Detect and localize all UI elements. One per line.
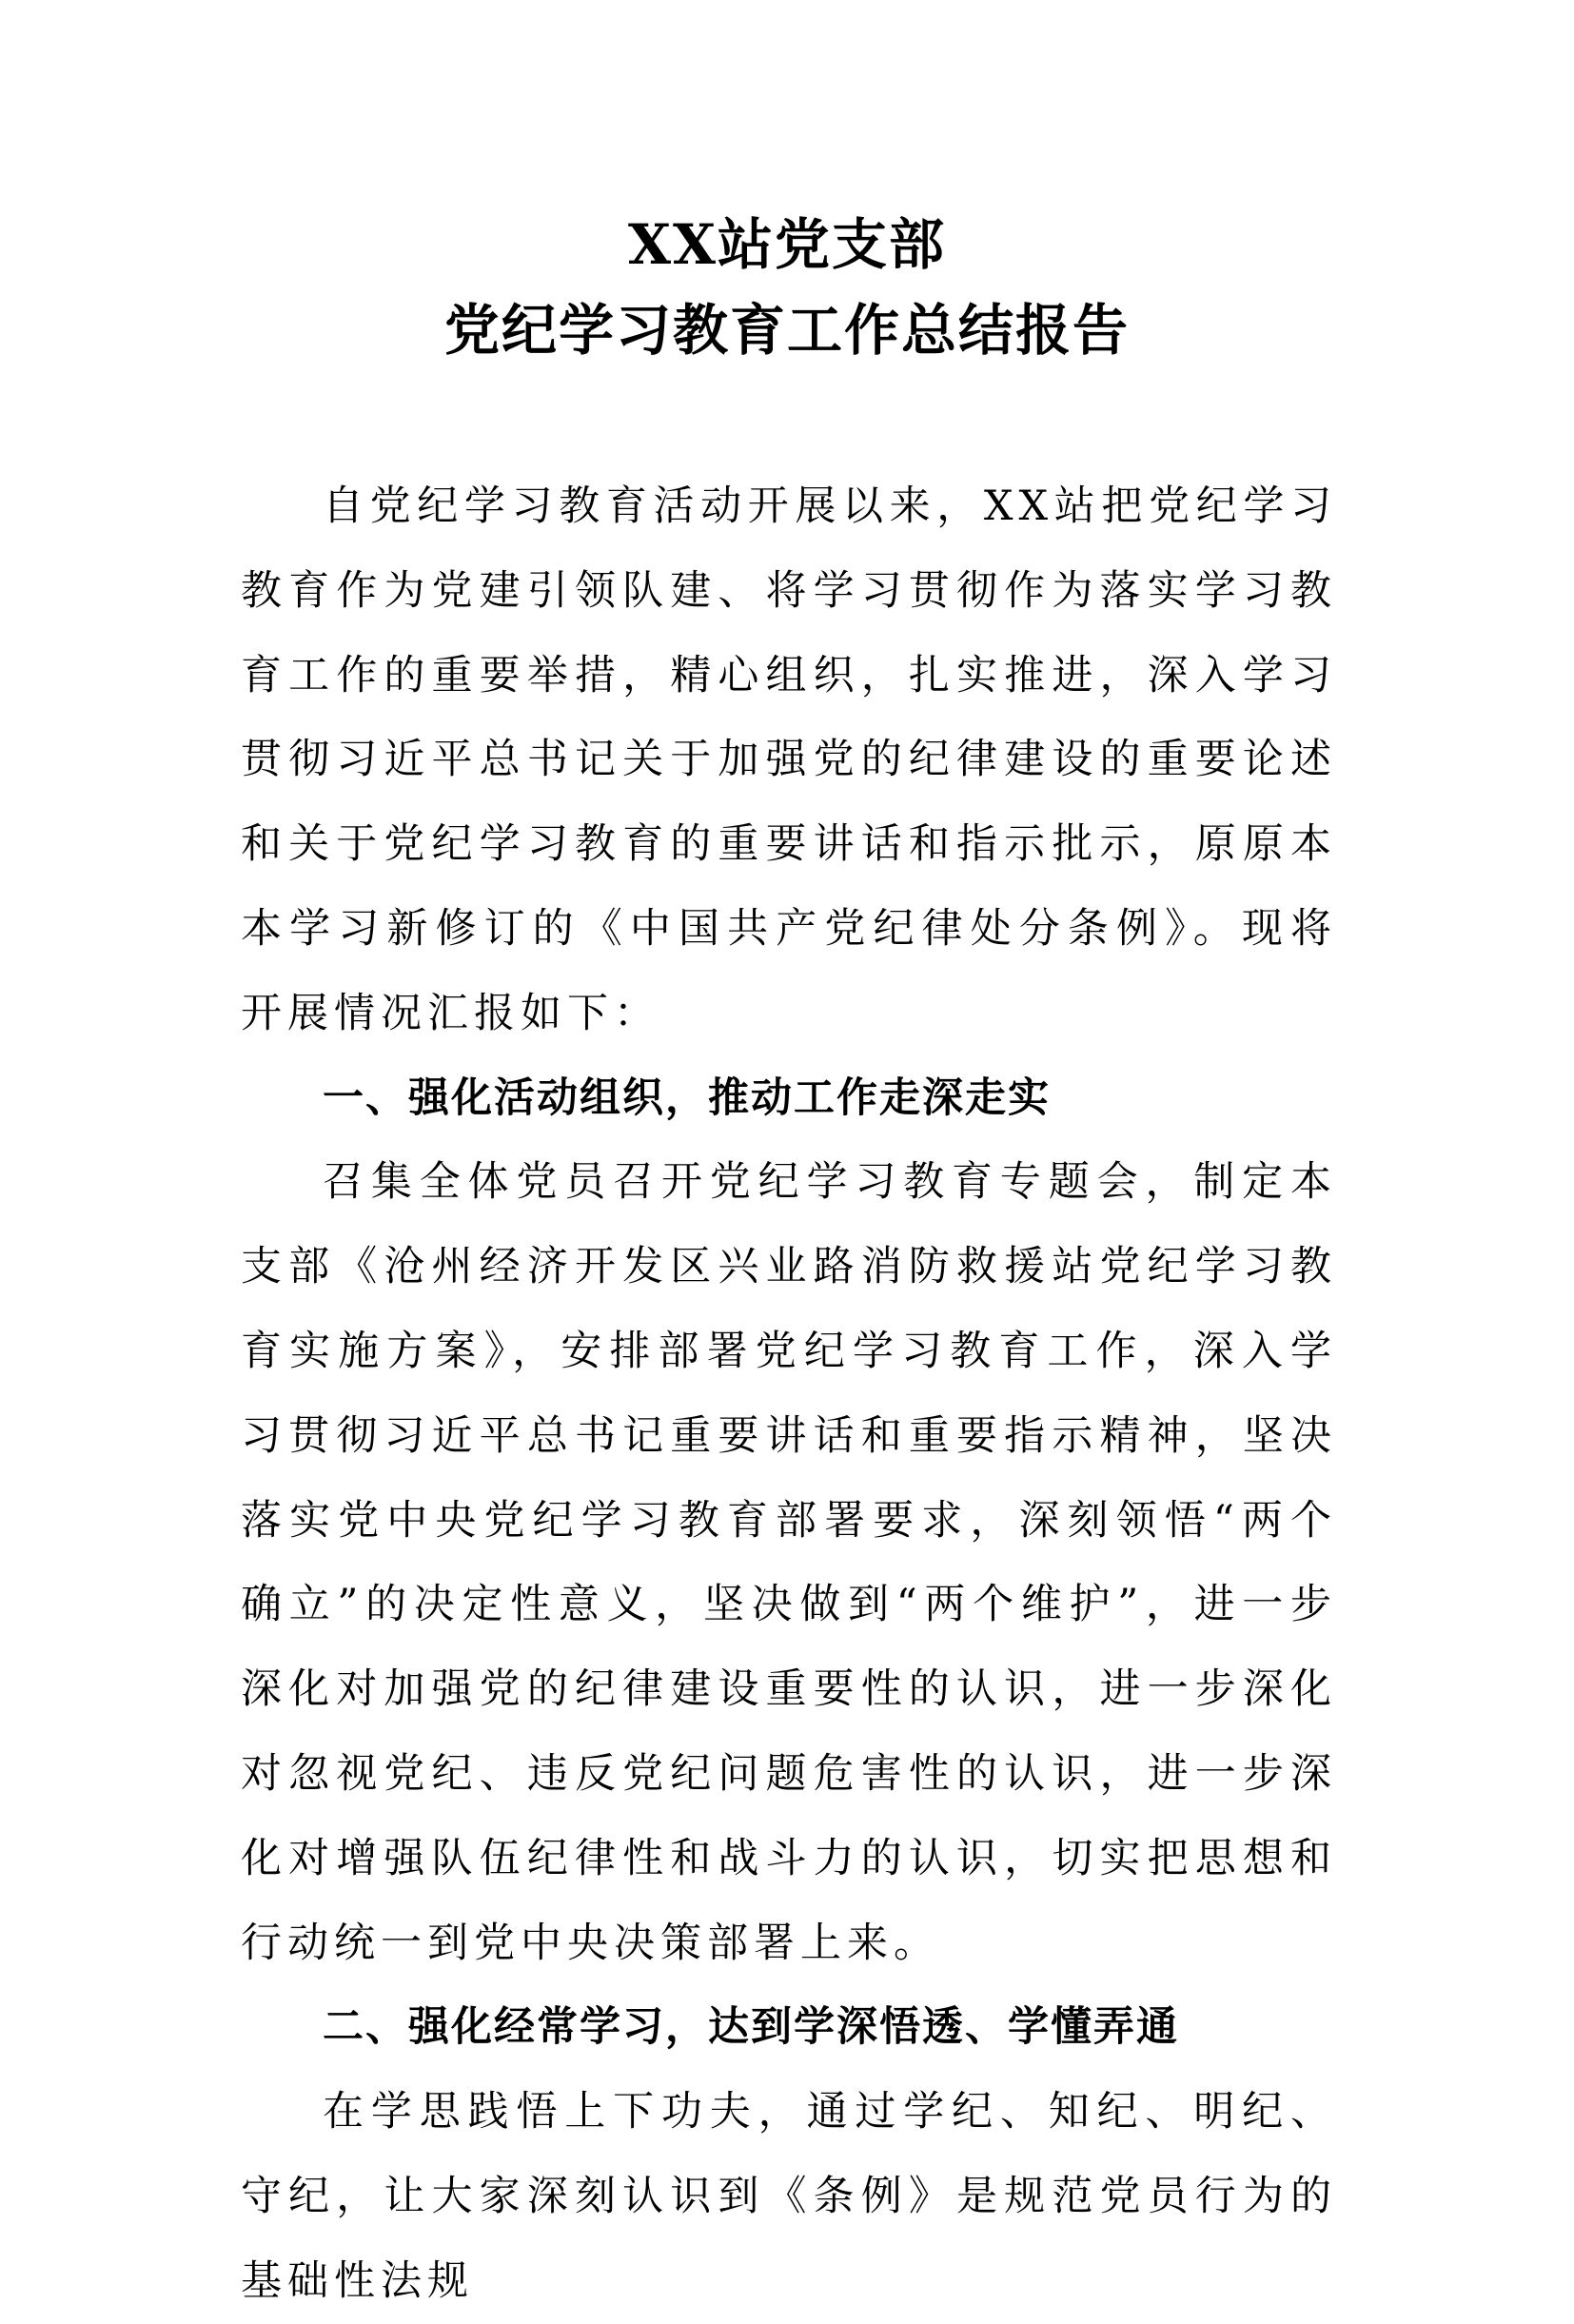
section-paragraph-1: 召集全体党员召开党纪学习教育专题会，制定本支部《沧州经济开发区兴业路消防救援站党纪学习教育实施方案》，安排部署党纪学习教育工作，深入学习贯彻习近平总书记重要讲话和重要指示精神，坚决落实党中央党纪学习教育部署要求，深刻领悟“两个确立”的决定性意义，坚决做到“两个维护”，进一步深化对加强党的纪律建设重要性的认识，进一步深化对忽视党纪、违反党纪问题危害性的认识，进一步深化对增强队伍纪律性和战斗力的认识，切实把思想和行动统一到党中央决策部署上来。 bbox=[241, 1158, 1337, 1967]
intro-paragraph: 自党纪学习教育活动开展以来，XX站把党纪学习教育作为党建引领队建、将学习贯彻作为落实学习教育工作的重要举措，精心组织，扎实推进，深入学习贯彻习近平总书记关于加强党的纪律建设的重要论述和关于党纪学习教育的重要讲话和指示批示，原原本本学习新修订的《中国共产党纪律处分条例》。现将开展情况汇报如下： bbox=[241, 483, 1337, 1037]
section-paragraph-2: 在学思践悟上下功夫，通过学纪、知纪、明纪、守纪，让大家深刻认识到《条例》是规范党员行为的基础性法规 bbox=[241, 2088, 1337, 2305]
document-title-line2: 党纪学习教育工作总结报告 bbox=[443, 298, 1130, 363]
section-heading-1: 一、强化活动组织，推动工作走深走实 bbox=[323, 1073, 1051, 1122]
document-body bbox=[241, 464, 1337, 2324]
section-heading-2: 二、强化经常学习，达到学深悟透、学懂弄通 bbox=[323, 2003, 1179, 2052]
document-title-line1: XX站党支部 bbox=[627, 212, 946, 277]
